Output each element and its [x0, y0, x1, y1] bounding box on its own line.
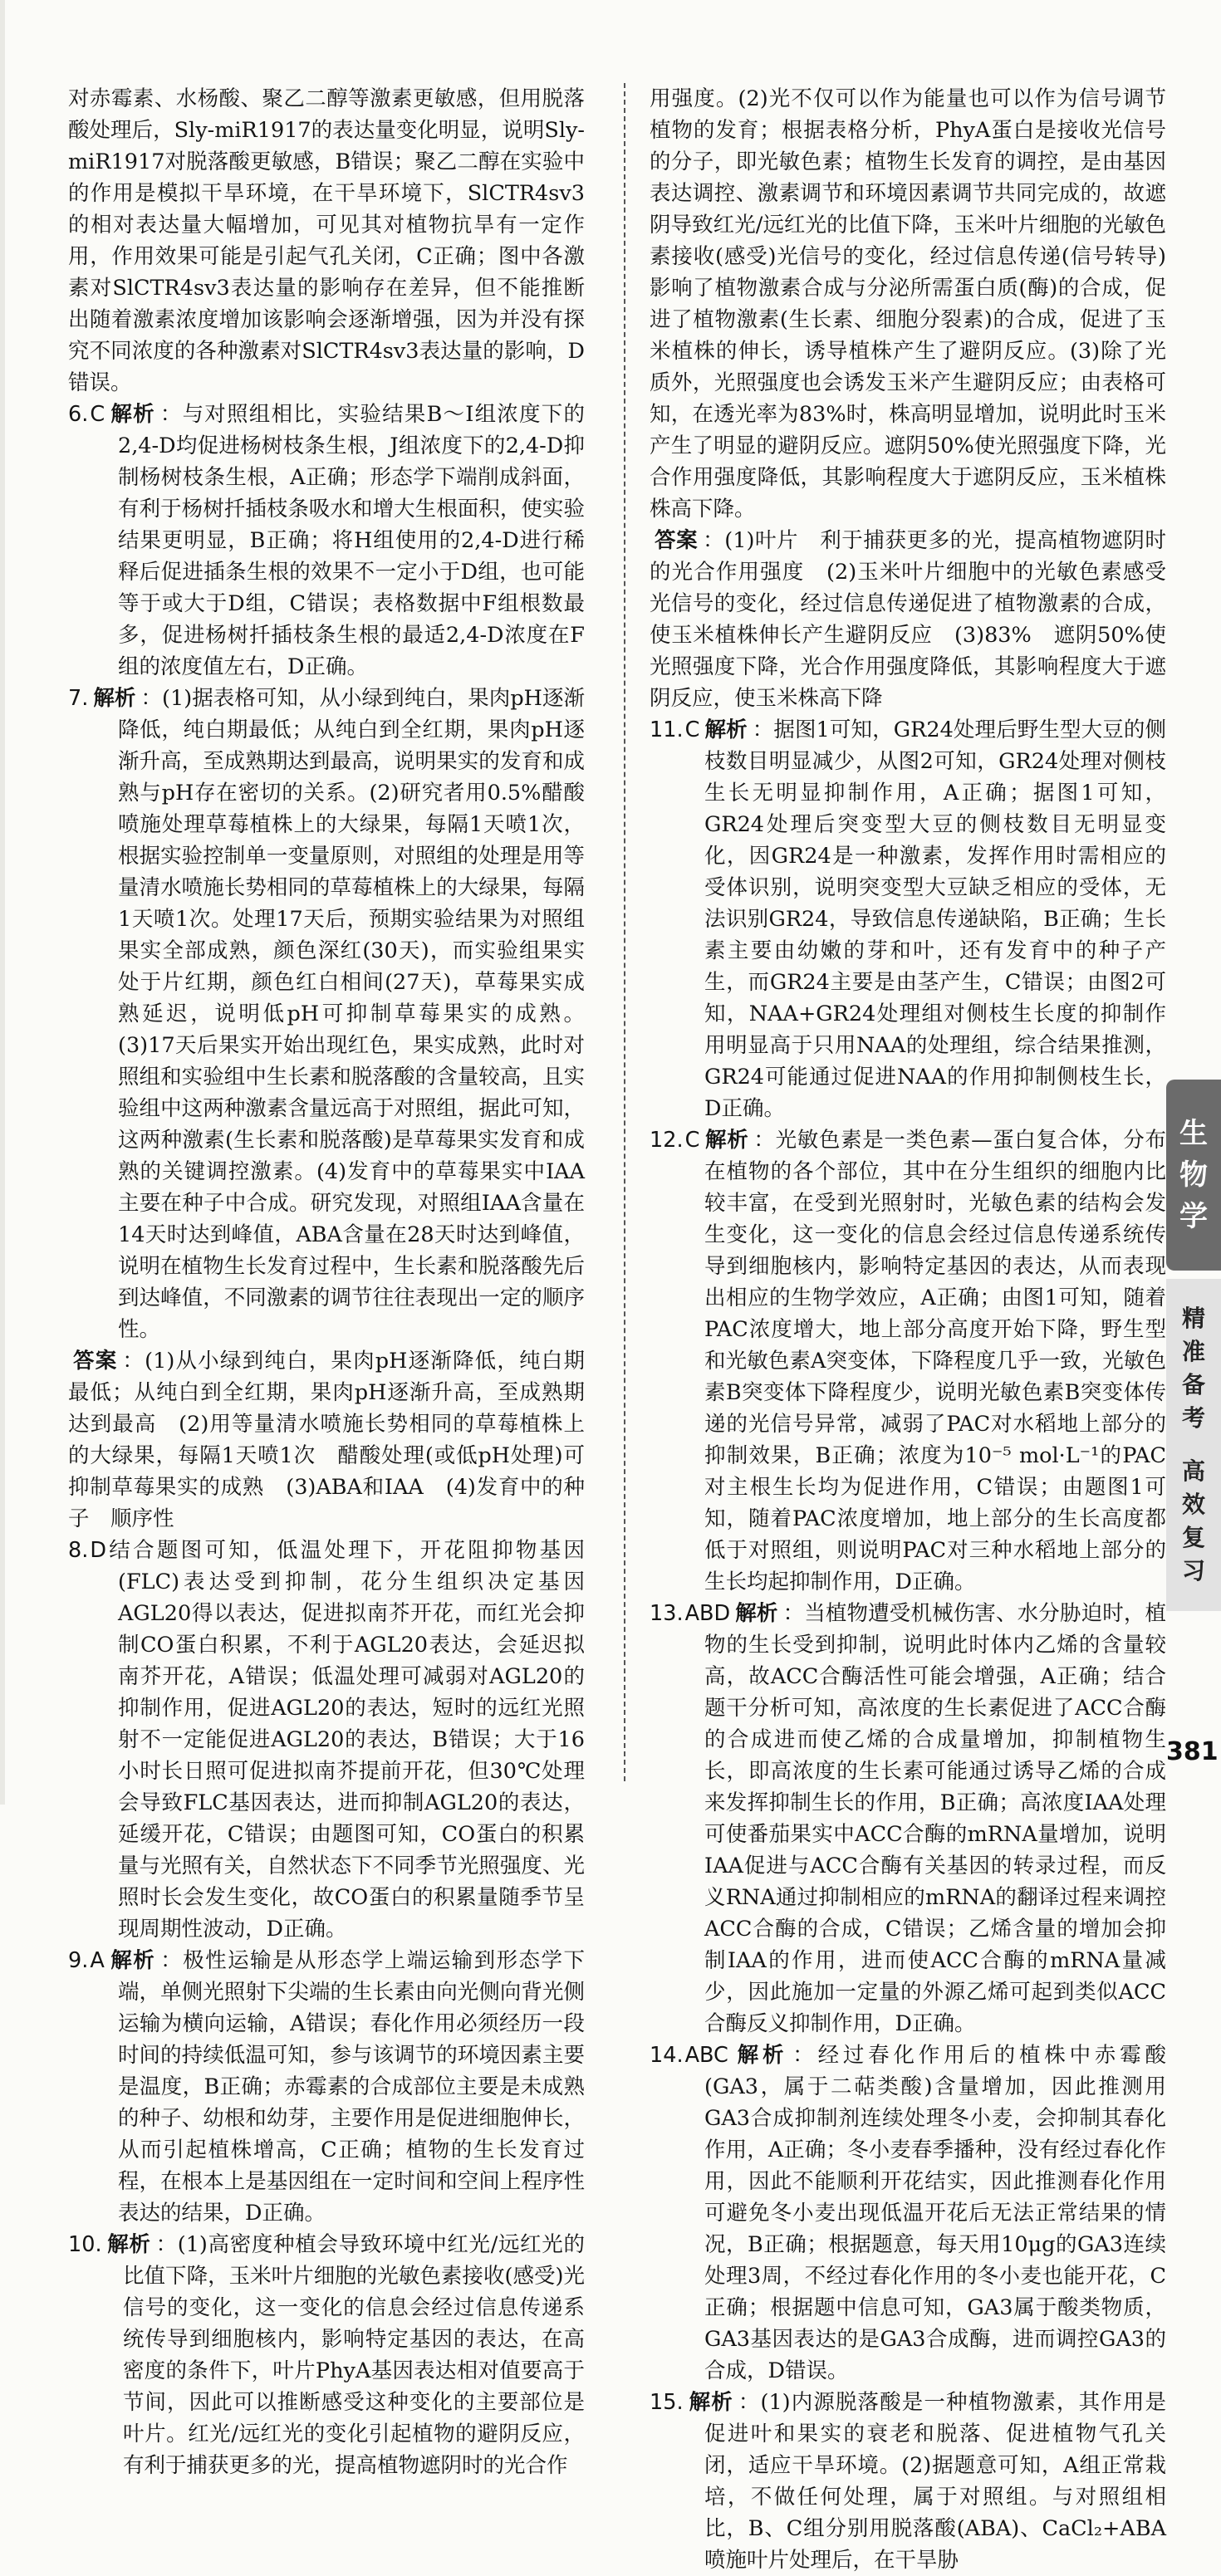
analysis-label: 解析 [93, 686, 136, 711]
answer-key: C [90, 402, 105, 427]
left-column [68, 83, 585, 2481]
label-colon: ： [703, 528, 725, 553]
question-item [68, 683, 585, 1345]
question-number: 7. [68, 686, 89, 711]
item-text: 用强度。(2)光不仅可以作为能量也可以作为信号调节植物的发育；根据表格分析，PhyA蛋白是接收光信号的分子，即光敏色素；植物生长发育的调控，是由基因表达调控、激素调节和环境因素调节共同完成的，故遮阴导致红光/远红光的比值下降，玉米叶片细胞的光敏色素接收(感受)光信号的变化，经过信息传递(信号转导)影响了植物激素合成与分泌所需蛋白质(酶)的合成，促进了植物激素(生长素、细胞分裂素)的合成，促进了玉米植株的伸长，诱导植株产生了避阴反应。(3)除了光质外，光照强度也会诱发玉米产生避阴反应；由表格可知，在透光率为83%时，株高明显增加，说明此时玉米产生了明显的避阴反应。遮阴50%使光照强度下降，光合作用强度降低，其影响程度大于遮阴反应，玉米植株株高下降。 [650, 86, 1166, 522]
question-number: 6. [68, 402, 89, 427]
series-char: 考 [1181, 1404, 1205, 1432]
question-item [650, 2387, 1166, 2576]
item-text: 极性运输是从形态学上端运输到形态学下端，单侧光照射下尖端的生长素由向光侧向背光侧运输为横向运输，A错误；春化作用必须经历一段时间的持续低温可知，参与该调节的环境因素主要是温度，B正确；赤霉素的合成部位主要是未成熟的种子、幼根和幼芽，主要作用是促进细胞伸长，从而引起植株增高，C正确；植物的生长发育过程，在根本上是基因组在一定时间和空间上程序性表达的结果，D正确。 [118, 1948, 585, 2226]
series-char: 复 [1181, 1524, 1205, 1551]
analysis-label: 解析 [704, 1128, 749, 1153]
analysis-label: 解析 [106, 2232, 151, 2257]
answer-key: D [90, 1538, 106, 1563]
label-colon: ： [792, 2043, 818, 2068]
analysis-label: 解析 [704, 717, 748, 742]
subject-char: 生 [1179, 1117, 1208, 1150]
series-char: 精 [1181, 1305, 1205, 1332]
series-tab [1166, 1279, 1221, 1611]
label-colon: ： [160, 1948, 184, 1973]
analysis-label: 解析 [110, 402, 155, 427]
analysis-label: 解析 [735, 1601, 778, 1626]
series-char: 备 [1181, 1371, 1205, 1398]
item-text: (1)叶片 利于捕获更多的光，提高植物遮阴时的光合作用强度 (2)玉米叶片细胞中的光敏色素感受光信号的变化，经过信息传递促进了植物激素的合成，使玉米植株伸长产生避阴反应 (3)83% 遮阴50%使光照强度下降，光合作用强度降低，其影响程度大于遮阴反应，使玉米株高下降 [650, 528, 1166, 711]
continuation-text [68, 83, 585, 399]
label-colon: ： [753, 1128, 776, 1153]
page-number: 381 [1166, 1737, 1219, 1766]
column-divider [624, 83, 625, 1781]
answer-key: ABD [684, 1601, 731, 1626]
label-colon: ： [122, 1349, 145, 1374]
subject-char: 物 [1179, 1158, 1208, 1192]
question-number: 13. [650, 1601, 684, 1626]
analysis-label: 解析 [109, 1948, 156, 1973]
question-item [68, 1535, 585, 1945]
series-char: 习 [1181, 1557, 1205, 1584]
question-number: 14. [650, 2043, 684, 2068]
question-item [650, 1124, 1166, 1598]
subject-tab [1166, 1080, 1221, 1271]
series-char: 高 [1181, 1457, 1205, 1485]
answer-key: C [684, 717, 700, 742]
question-item [68, 399, 585, 683]
item-text: 光敏色素是一类色素—蛋白复合体，分布在植物的各个部位，其中在分生组织的细胞内比较丰富，在受到光照射时，光敏色素的结构会发生变化，这一变化的信息会经过信息传递系统传导到细胞核内，影响特定基因的表达，从而表现出相应的生物学效应，A正确；由图1可知，随着PAC浓度增大，地上部分高度开始下降，野生型和光敏色素A突变体，下降程度几乎一致，光敏色素B突变体下降程度少，说明光敏色素B突变体传递的光信号异常，减弱了PAC对水稻地上部分的抑制效果，B正确；浓度为10⁻⁵ mol·L⁻¹的PAC对主根生长均为促进作用，C错误；由题图1可知，随着PAC浓度增加，地上部分的生长高度都低于对照组，则说明PAC对三种水稻地上部分的生长均起抑制作用，D正确。 [704, 1128, 1166, 1594]
label-colon: ： [159, 402, 183, 427]
label-colon: ： [752, 717, 774, 742]
item-text: (1)高密度种植会导致环境中红光/远红光的比值下降，玉米叶片细胞的光敏色素接收(感受)光信号的变化，这一变化的信息会经过信息传递系统传导到细胞核内，影响特定基因的表达，在高密度的条件下，叶片PhyA基因表达相对值要高于节间，因此可以推断感受这种变化的主要部位是叶片。红光/远红光的变化引起植物的避阴反应，有利于捕获更多的光，提高植物遮阴时的光合作 [123, 2232, 585, 2478]
question-number: 10. [68, 2232, 102, 2257]
question-item [650, 714, 1166, 1124]
series-char: 效 [1181, 1491, 1205, 1518]
item-text: (1)内源脱落酸是一种植物激素，其作用是促进叶和果实的衰老和脱落、促进植物气孔关闭，适应干旱环境。(2)据题意可知，A组正常栽培，不做任何处理，属于对照组。与对照组相比，B、C组分别用脱落酸(ABA)、CaCl₂+ABA喷施叶片处理后，在干旱胁 [704, 2390, 1166, 2573]
answer-key: A [90, 1948, 105, 1973]
question-number: 9. [68, 1948, 89, 1973]
answer-label: 答案 [655, 528, 699, 553]
item-text: 结合题图可知，低温处理下，开花阻抑物基因(FLC)表达受到抑制，花分生组织决定基因AGL20得以表达，促进拟南芥开花，而红光会抑制CO蛋白积累，不利于AGL20表达，会延迟拟南芥开花，A错误；低温处理可减弱对AGL20的抑制作用，促进AGL20的表达，短时的远红光照射不一定能促进AGL20的表达，B错误；大于16小时长日照可促进拟南芥提前开花，但30℃处理会导致FLC基因表达，进而抑制AGL20的表达，延缓开花，C错误；由题图可知，CO蛋白的积累量与光照有关，自然状态下不同季节光照强度、光照时长会发生变化，故CO蛋白的积累量随季节呈现周期性波动，D正确。 [105, 1538, 585, 1942]
item-text: (1)从小绿到纯白，果肉pH逐渐降低，纯白期最低；从纯白到全红期，果肉pH逐渐升高，至成熟期达到最高 (2)用等量清水喷施长势相同的草莓植株上的大绿果，每隔1天喷1次 醋酸处理(或低pH处理)可抑制草莓果实的成熟 (3)ABA和IAA (4)发育中的种子 顺序性 [68, 1349, 585, 1531]
answer-label: 答案 [73, 1349, 118, 1374]
label-colon: ： [140, 686, 163, 711]
label-colon: ： [155, 2232, 178, 2257]
subject-char: 学 [1179, 1200, 1208, 1233]
answer-block [68, 1345, 585, 1535]
item-text: 当植物遭受机械伤害、水分胁迫时，植物的生长受到抑制，说明此时体内乙烯的含量较高，故ACC合酶活性可能会增强，A正确；结合题干分析可知，高浓度的生长素促进了ACC合酶的合成进而使乙烯的合成量增加，抑制植物生长，即高浓度的生长素可能通过诱导乙烯的合成来发挥抑制生长的作用，B正确；高浓度IAA处理可使番茄果实中ACC合酶的mRNA量增加，说明IAA促进与ACC合酶有关基因的转录过程，而反义RNA通过抑制相应的mRNA的翻译过程来调控ACC合酶的合成，C错误；乙烯含量的增加会抑制IAA的作用，进而使ACC合酶的mRNA量减少，因此施加一定量的外源乙烯可起到类似ACC合酶反义抑制作用，D正确。 [704, 1601, 1166, 2036]
right-column [650, 83, 1166, 2576]
series-char: 准 [1181, 1338, 1205, 1365]
analysis-label: 解析 [733, 2043, 788, 2068]
page-edge [0, 0, 5, 1805]
question-number: 8. [68, 1538, 89, 1563]
question-item [650, 1598, 1166, 2040]
answer-key: C [684, 1128, 700, 1153]
item-text: 与对照组相比，实验结果B～I组浓度下的2,4-D均促进杨树枝条生根，J组浓度下的2,4-D抑制杨树枝条生根，A正确；形态学下端削成斜面，有利于杨树扦插枝条吸水和增大生根面积，使实验结果更明显，B正确；将H组使用的2,4-D进行稀释后促进插条生根的效果不一定小于D组，也可能等于或大于D组，C错误；表格数据中F组根数最多，促进杨树扦插枝条生根的最适2,4-D浓度在F组的浓度值左右，D正确。 [118, 402, 585, 679]
item-text: (1)据表格可知，从小绿到纯白，果肉pH逐渐降低，纯白期最低；从纯白到全红期，果肉pH逐渐升高，至成熟期达到最高，说明果实的发育和成熟与pH存在密切的关系。(2)研究者用0.5%醋酸喷施处理草莓植株上的大绿果，每隔1天喷1次，根据实验控制单一变量原则，对照组的处理是用等量清水喷施长势相同的草莓植株上的大绿果，每隔1天喷1次。处理17天后，预期实验结果为对照组果实全部成熟，颜色深红(30天)，而实验组果实处于片红期，颜色红白相间(27天)，草莓果实成熟延迟，说明低pH可抑制草莓果实的成熟。(3)17天后果实开始出现红色，果实成熟，此时对照组和实验组中生长素和脱落酸的含量较高，且实验组中这两种激素含量远高于对照组，据此可知，这两种激素(生长素和脱落酸)是草莓果实发育和成熟的关键调控激素。(4)发育中的草莓果实中IAA主要在种子中合成。研究发现，对照组IAA含量在14天时达到峰值，ABA含量在28天时达到峰值，说明在植物生长发育过程中，生长素和脱落酸先后到达峰值，不同激素的调节往往表现出一定的顺序性。 [118, 686, 585, 1342]
item-text: 据图1可知，GR24处理后野生型大豆的侧枝数目明显减少，从图2可知，GR24处理对侧枝生长无明显抑制作用，A正确；据图1可知，GR24处理后突变型大豆的侧枝数目无明显变化，因GR24是一种激素，发挥作用时需相应的受体识别，说明突变型大豆缺乏相应的受体，无法识别GR24，导致信息传递缺陷，B正确；生长素主要由幼嫩的芽和叶，还有发育中的种子产生，而GR24主要是由茎产生，C错误；由图2可知，NAA+GR24处理组对侧枝生长度的抑制作用明显高于只用NAA的处理组，综合结果推测，GR24可能通过促进NAA的作用抑制侧枝生长，D正确。 [704, 717, 1166, 1121]
analysis-label: 解析 [688, 2390, 733, 2415]
label-colon: ： [782, 1601, 805, 1626]
item-text: 对赤霉素、水杨酸、聚乙二醇等激素更敏感，但用脱落酸处理后，Sly-miR1917的表达量变化明显，说明Sly-miR1917对脱落酸更敏感，B错误；聚乙二醇在实验中的作用是模拟干旱环境，在干旱环境下，SlCTR4sv3的相对表达量大幅增加，可见其对植物抗旱有一定作用，作用效果可能是引起气孔关闭，C正确；图中各激素对SlCTR4sv3表达量的影响存在差异，但不能推断出随着激素浓度增加该影响会逐渐增强，因为并没有探究不同浓度的各种激素对SlCTR4sv3表达量的影响，D错误。 [68, 86, 585, 395]
item-text: 经过春化作用后的植株中赤霉酸(GA3，属于二萜类酸)含量增加，因此推测用GA3合成抑制剂连续处理冬小麦，会抑制其春化作用，A正确；冬小麦春季播种，没有经过春化作用，因此不能顺利开花结实，因此推测春化作用可避免冬小麦出现低温开花后无法正常结果的情况，B正确；根据题意，每天用10μg的GA3连续处理3周，不经过春化作用的冬小麦也能开花，C正确；根据题中信息可知，GA3属于酸类物质，GA3基因表达的是GA3合成酶，进而调控GA3的合成，D错误。 [704, 2043, 1166, 2383]
question-number: 11. [650, 717, 684, 742]
label-colon: ： [738, 2390, 761, 2415]
continuation-text [650, 83, 1166, 525]
question-item [68, 1945, 585, 2229]
answer-key: ABC [684, 2043, 728, 2068]
question-number: 15. [650, 2390, 684, 2415]
question-item [68, 2229, 585, 2481]
answer-block [650, 525, 1166, 714]
question-item [650, 2040, 1166, 2387]
question-number: 12. [650, 1128, 684, 1153]
